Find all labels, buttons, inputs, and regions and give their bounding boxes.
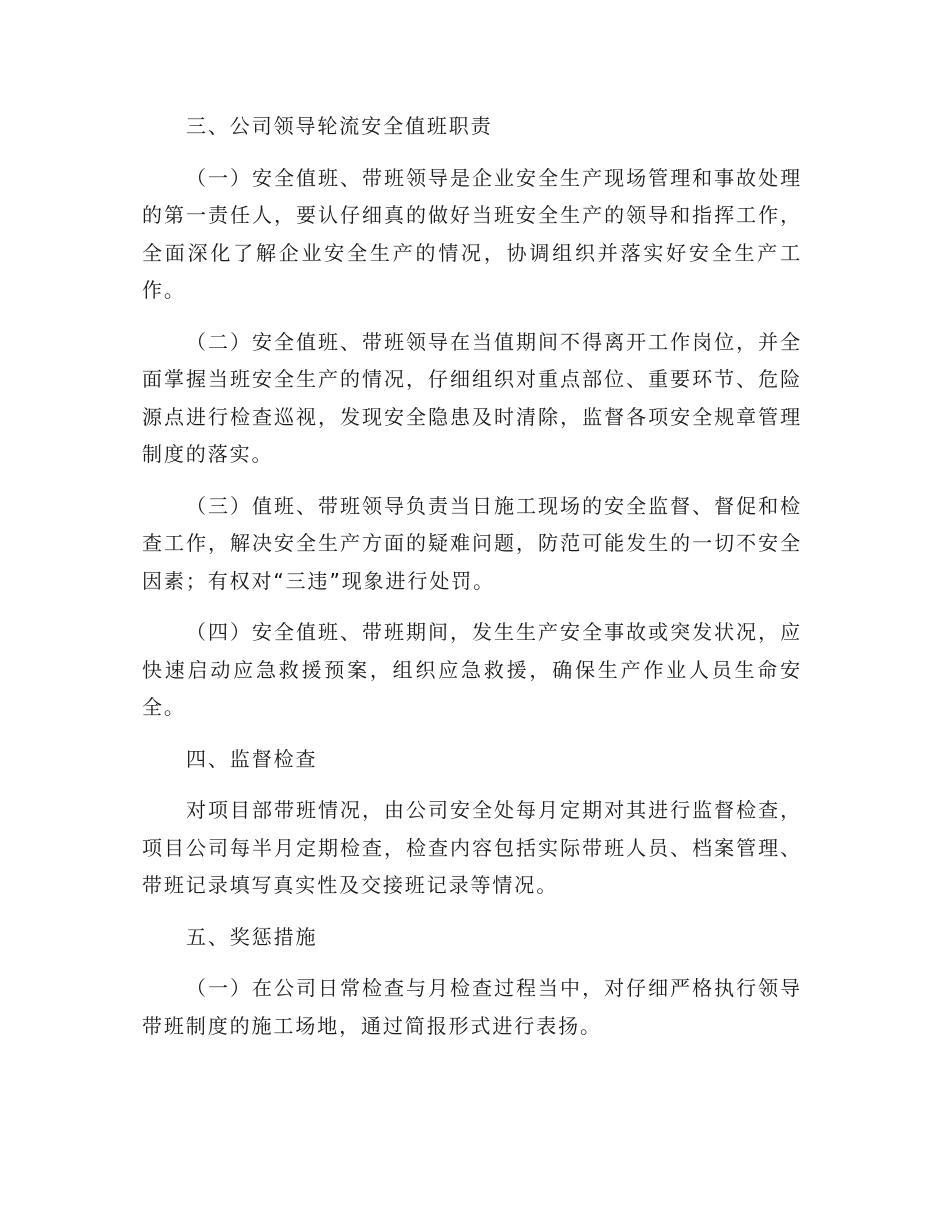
paragraph-duty-item-4: （四）安全值班、带班期间，发生生产安全事故或突发状况，应快速启动应急救援预案，组织应急救援，确保生产作业人员生命安全。 [142, 620, 802, 719]
paragraph-supervision: 对项目部带班情况，由公司安全处每月定期对其进行监督检查，项目公司每半月定期检查，检查内容包括实际带班人员、档案管理、带班记录填写真实性及交接班记录等情况。 [142, 798, 802, 897]
paragraph-duty-item-3: （三）值班、带班领导负责当日施工现场的安全监督、督促和检查工作，解决安全生产方面的疑难问题，防范可能发生的一切不安全因素；有权对“三违”现象进行处罚。 [142, 493, 802, 593]
paragraph-duty-item-2: （二）安全值班、带班领导在当值期间不得离开工作岗位，并全面掌握当班安全生产的情况，仔细组织对重点部位、重要环节、危险源点进行检查巡视，发现安全隐患及时清除，监督各项安全规章管理制度的落实。 [142, 329, 802, 466]
paragraph-rewards-item-1: （一）在公司日常检查与月检查过程当中，对仔细严格执行领导带班制度的施工场地，通过简报形式进行表扬。 [142, 976, 802, 1038]
section-heading-supervision: 四、监督检查 [186, 746, 318, 771]
section-heading-rewards-penalties: 五、奖惩措施 [186, 924, 318, 949]
paragraph-duty-item-1: （一）安全值班、带班领导是企业安全生产现场管理和事故处理的第一责任人，要认仔细真的做好当班安全生产的领导和指挥工作，全面深化了解企业安全生产的情况，协调组织并落实好安全生产工作。 [142, 165, 802, 302]
document-page [142, 108, 802, 1059]
section-heading-duty-responsibilities: 三、公司领导轮流安全值班职责 [186, 114, 493, 138]
